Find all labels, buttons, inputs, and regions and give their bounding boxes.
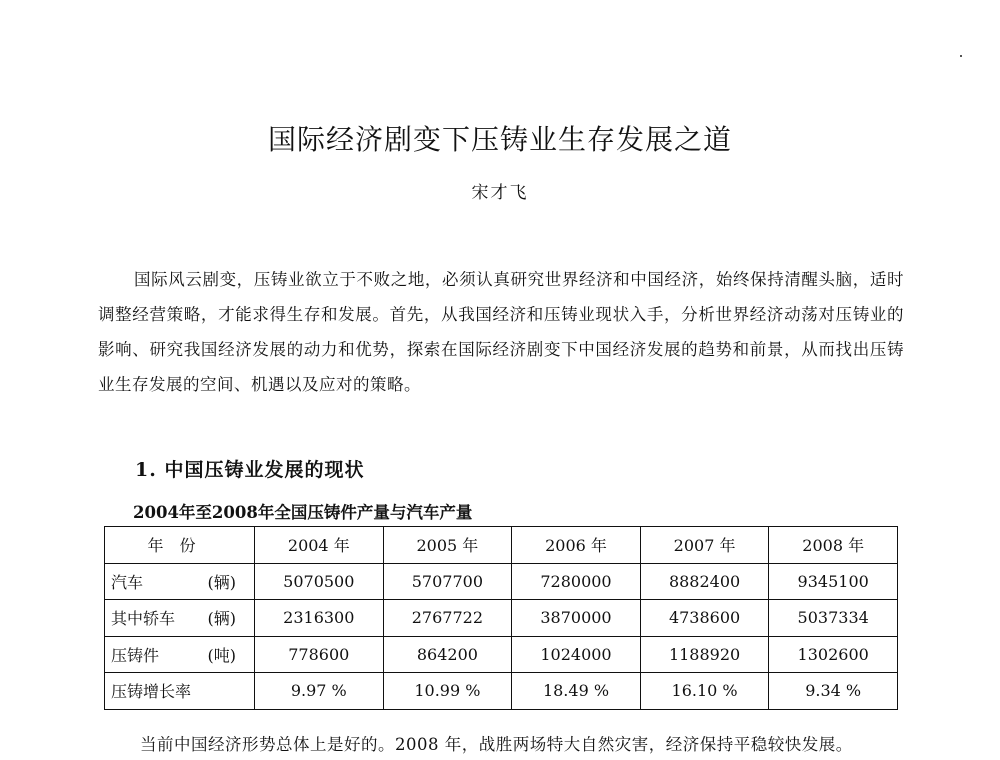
- table-row: [105, 673, 898, 710]
- table-cell: 5037334: [769, 600, 898, 637]
- table-header-year: 2008 年: [769, 527, 898, 564]
- section-heading: 1. 中国压铸业发展的现状: [135, 459, 365, 481]
- margin-mark: [960, 55, 962, 57]
- table-cell: 2767722: [383, 600, 512, 637]
- table-cell: 9345100: [769, 563, 898, 600]
- row-label-text: 压铸增长率: [111, 682, 192, 702]
- production-table: [104, 526, 898, 710]
- table-row: [105, 636, 898, 673]
- row-label-text: 压铸件: [111, 645, 160, 665]
- row-label: [105, 600, 255, 637]
- table-header-corner: 年份: [105, 527, 255, 564]
- table-cell: 1024000: [512, 636, 641, 673]
- table-cell: 1302600: [769, 636, 898, 673]
- table-cell: 5707700: [383, 563, 512, 600]
- table-cell: 2316300: [255, 600, 384, 637]
- table-cell: 864200: [383, 636, 512, 673]
- table-cell: 9.34 %: [769, 673, 898, 710]
- table-header-year: 2006 年: [512, 527, 641, 564]
- table-cell: 4738600: [640, 600, 769, 637]
- table-cell: 16.10 %: [640, 673, 769, 710]
- table-cell: 18.49 %: [512, 673, 641, 710]
- row-label-unit: (辆): [207, 609, 236, 629]
- article-title: 国际经济剧变下压铸业生存发展之道: [267, 123, 732, 156]
- article-abstract: 国际风云剧变，压铸业欲立于不败之地，必须认真研究世界经济和中国经济，始终保持清醒头脑，适时调整经营策略，才能求得生存和发展。首先，从我国经济和压铸业现状入手，分析世界经济动荡对压铸业的影响、研究我国经济发展的动力和优势，探索在国际经济剧变下中国经济发展的趋势和前景，从而找出压铸业生存发展的空间、机遇以及应对的策略。: [98, 270, 904, 394]
- row-label: [105, 636, 255, 673]
- table-cell: 8882400: [640, 563, 769, 600]
- table-header-year: 2005 年: [383, 527, 512, 564]
- table-cell: 7280000: [512, 563, 641, 600]
- row-label-unit: (吨): [207, 645, 236, 665]
- row-label-text: 汽车: [111, 572, 144, 592]
- row-label: [105, 673, 255, 710]
- table-header-year: 2004 年: [255, 527, 384, 564]
- table-row: [105, 563, 898, 600]
- table-cell: 9.97 %: [255, 673, 384, 710]
- row-label: [105, 563, 255, 600]
- row-label-text: 其中轿车: [111, 609, 176, 629]
- table-caption: 2004年至2008年全国压铸件产量与汽车产量: [133, 503, 473, 522]
- table-cell: 778600: [255, 636, 384, 673]
- table-cell: 3870000: [512, 600, 641, 637]
- table-header-year: 2007 年: [640, 527, 769, 564]
- closing-paragraph: 当前中国经济形势总体上是好的。2008 年，战胜两场特大自然灾害，经济保持平稳较快发展。: [140, 735, 853, 754]
- article-author: 宋才飞: [471, 183, 529, 203]
- row-label-unit: (辆): [207, 572, 236, 592]
- table-row: [105, 600, 898, 637]
- table-cell: 1188920: [640, 636, 769, 673]
- table-cell: 10.99 %: [383, 673, 512, 710]
- table-cell: 5070500: [255, 563, 384, 600]
- table-header-row: [105, 527, 898, 564]
